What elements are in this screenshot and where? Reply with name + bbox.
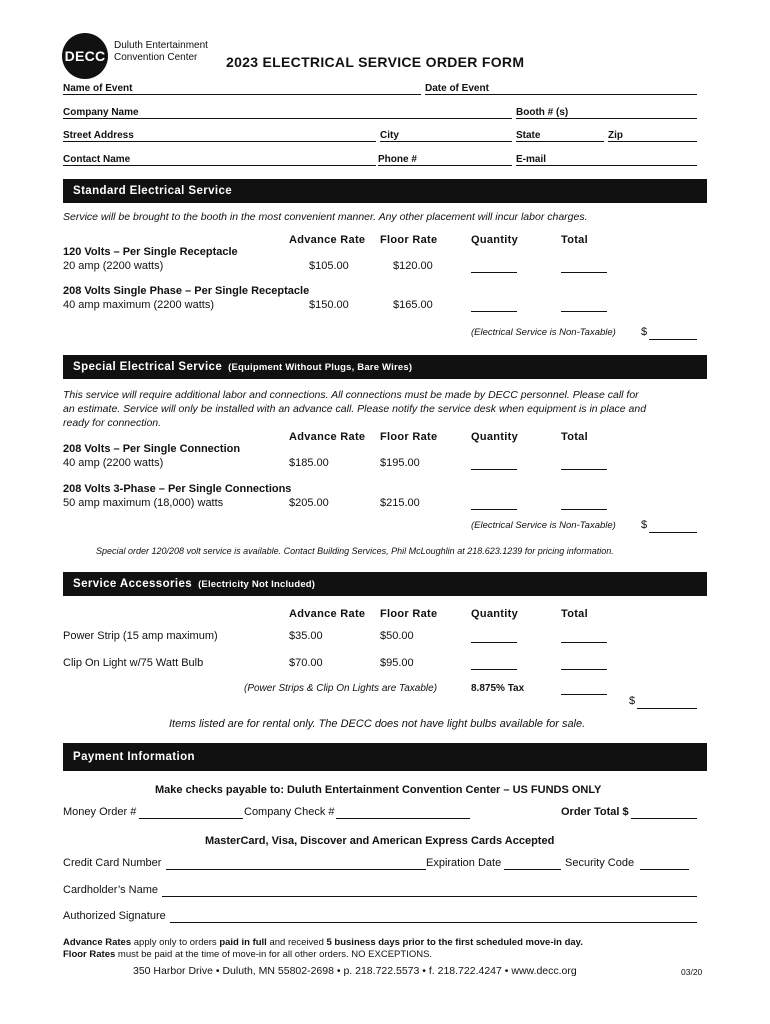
special-item-1-advance: $185.00: [289, 457, 329, 469]
cards-accepted-note: MasterCard, Visa, Discover and American Express Cards Accepted: [205, 835, 555, 847]
money-order-field[interactable]: [139, 818, 243, 819]
zip-field[interactable]: [608, 141, 697, 142]
standard-item-1-name: 120 Volts – Per Single Receptacle: [63, 246, 238, 258]
standard-item-1-advance: $105.00: [309, 260, 349, 272]
advance-rates-label: Advance Rates: [63, 937, 132, 948]
special-tax-note: (Electrical Service is Non-Taxable): [471, 520, 616, 531]
floor-rates-note: [63, 949, 432, 960]
accessories-col-total: Total: [561, 608, 588, 620]
accessories-subtotal-field[interactable]: [637, 708, 697, 709]
accessory-1-advance: $35.00: [289, 630, 323, 642]
special-col-advance-rate: Advance Rate: [289, 431, 366, 443]
zip-label: Zip: [608, 130, 623, 141]
standard-dollar: $: [641, 326, 648, 338]
special-section-header: [63, 355, 707, 379]
standard-item-2-floor: $165.00: [393, 299, 433, 311]
order-total-field[interactable]: [631, 818, 697, 819]
special-col-quantity: Quantity: [471, 431, 519, 443]
cardholder-name-label: Cardholder’s Name: [63, 884, 158, 896]
standard-item-1-quantity[interactable]: [471, 272, 517, 273]
standard-note: Service will be brought to the booth in the most convenient manner. Any other placement will incur labor charges.: [63, 211, 588, 223]
date-of-event-label: Date of Event: [425, 83, 489, 94]
advance-rates-note: [63, 937, 583, 948]
special-heading-sub: (Equipment Without Plugs, Bare Wires): [228, 361, 413, 373]
security-code-field[interactable]: [640, 869, 689, 870]
special-subtotal-field[interactable]: [649, 532, 697, 533]
accessory-2-name: Clip On Light w/75 Watt Bulb: [63, 657, 204, 669]
logo-wordmark: [114, 40, 208, 64]
accessories-col-advance-rate: Advance Rate: [289, 608, 366, 620]
col-advance-rate: Advance Rate: [289, 234, 366, 246]
special-note-line-1: This service will require additional labor and connections. All connections must be made by DECC personnel. Please call for: [63, 389, 639, 401]
revision-code: 03/20: [681, 967, 703, 977]
special-item-1-floor: $195.00: [380, 457, 420, 469]
state-label: State: [516, 130, 541, 141]
payment-section-header: [63, 743, 707, 771]
accessory-2-floor: $95.00: [380, 657, 414, 669]
accessories-col-floor-rate: Floor Rate: [380, 608, 438, 620]
city-field[interactable]: [380, 141, 512, 142]
email-field[interactable]: [516, 165, 697, 166]
special-item-1-total[interactable]: [561, 469, 607, 470]
floor-rates-label: Floor Rates: [63, 949, 116, 960]
col-floor-rate: Floor Rate: [380, 234, 438, 246]
phone-field[interactable]: [378, 165, 512, 166]
expiration-date-field[interactable]: [504, 869, 561, 870]
booth-field[interactable]: [516, 118, 697, 119]
accessories-tax-field[interactable]: [561, 694, 607, 695]
phone-label: Phone #: [378, 154, 417, 165]
state-field[interactable]: [516, 141, 604, 142]
order-total-label: Order Total $: [561, 806, 629, 818]
special-heading: Special Electrical Service: [73, 361, 223, 373]
accessories-col-quantity: Quantity: [471, 608, 519, 620]
accessory-1-total[interactable]: [561, 642, 607, 643]
accessory-2-total[interactable]: [561, 669, 607, 670]
standard-section-header: [63, 179, 707, 203]
security-code-label: Security Code: [565, 857, 635, 869]
special-item-2-name: 208 Volts 3-Phase – Per Single Connections: [63, 483, 292, 495]
special-col-total: Total: [561, 431, 588, 443]
col-total: Total: [561, 234, 588, 246]
accessory-2-quantity[interactable]: [471, 669, 517, 670]
rental-note: Items listed are for rental only. The DECC does not have light bulbs available for sale.: [169, 718, 586, 730]
special-note-line-2: an estimate. Service will only be installed with an advance call. Please notify the service desk when equipment is in place and: [63, 403, 647, 415]
special-item-1-name: 208 Volts – Per Single Connection: [63, 443, 241, 455]
money-order-label: Money Order #: [63, 806, 137, 818]
credit-card-number-label: Credit Card Number: [63, 857, 162, 869]
email-label: E-mail: [516, 154, 547, 165]
contact-name-field[interactable]: [63, 165, 376, 166]
checks-payable-note: Make checks payable to: Duluth Entertainment Convention Center – US FUNDS ONLY: [155, 784, 602, 796]
name-of-event-label: Name of Event: [63, 83, 133, 94]
special-item-2-total[interactable]: [561, 509, 607, 510]
accessories-dollar: $: [629, 695, 636, 707]
standard-item-1-total[interactable]: [561, 272, 607, 273]
accessory-1-floor: $50.00: [380, 630, 414, 642]
standard-item-1-floor: $120.00: [393, 260, 433, 272]
accessories-heading-sub: (Electricity Not Included): [198, 578, 316, 590]
city-label: City: [380, 130, 399, 141]
company-check-label: Company Check #: [244, 806, 335, 818]
booth-label: Booth # (s): [516, 107, 569, 118]
special-item-2-detail: 50 amp maximum (18,000) watts: [63, 497, 224, 509]
credit-card-number-field[interactable]: [166, 869, 426, 870]
standard-subtotal-field[interactable]: [649, 339, 697, 340]
advance-rates-text-2: and received: [266, 937, 327, 948]
authorized-signature-label: Authorized Signature: [63, 910, 166, 922]
date-of-event-field[interactable]: [425, 94, 697, 95]
payment-heading: Payment Information: [73, 751, 195, 763]
col-quantity: Quantity: [471, 234, 519, 246]
standard-item-2-detail: 40 amp maximum (2200 watts): [63, 299, 214, 311]
special-item-2-advance: $205.00: [289, 497, 329, 509]
special-item-2-floor: $215.00: [380, 497, 420, 509]
special-note-line-3: ready for connection.: [63, 417, 162, 429]
special-dollar: $: [641, 519, 648, 531]
company-name-label: Company Name: [63, 107, 139, 118]
cardholder-name-field[interactable]: [162, 896, 697, 897]
accessory-2-advance: $70.00: [289, 657, 323, 669]
floor-rates-text: must be paid at the time of move-in for all other orders. NO EXCEPTIONS.: [115, 949, 433, 960]
standard-item-2-total[interactable]: [561, 311, 607, 312]
standard-heading: Standard Electrical Service: [73, 185, 233, 197]
footer-address: 350 Harbor Drive • Duluth, MN 55802-2698 • p. 218.722.5573 • f. 218.722.4247 • www.decc.org: [133, 965, 577, 977]
logo-line-2: Convention Center: [114, 52, 198, 63]
standard-item-2-name: 208 Volts Single Phase – Per Single Receptacle: [63, 285, 310, 297]
five-business-days: 5 business days prior to the first scheduled move-in day.: [326, 937, 583, 948]
standard-tax-note: (Electrical Service is Non-Taxable): [471, 327, 616, 338]
contact-name-label: Contact Name: [63, 154, 131, 165]
form-title: 2023 ELECTRICAL SERVICE ORDER FORM: [226, 54, 525, 70]
special-order-note: Special order 120/208 volt service is available. Contact Building Services, Phil McLoughlin at 218.623.1239 for pricing information.: [96, 546, 614, 556]
expiration-date-label: Expiration Date: [426, 857, 502, 869]
special-item-2-quantity[interactable]: [471, 509, 517, 510]
standard-item-2-advance: $150.00: [309, 299, 349, 311]
accessories-heading: Service Accessories: [73, 578, 193, 590]
authorized-signature-field[interactable]: [170, 922, 697, 923]
accessories-tax-rate: 8.875% Tax: [471, 683, 525, 694]
street-address-field[interactable]: [63, 141, 376, 142]
street-address-label: Street Address: [63, 130, 134, 141]
standard-item-1-detail: 20 amp (2200 watts): [63, 260, 164, 272]
logo-mark: DECC: [64, 48, 106, 64]
accessory-1-quantity[interactable]: [471, 642, 517, 643]
company-name-field[interactable]: [63, 118, 512, 119]
accessory-1-name: Power Strip (15 amp maximum): [63, 630, 218, 642]
special-item-1-quantity[interactable]: [471, 469, 517, 470]
accessories-section-header: [63, 572, 707, 596]
accessories-taxable-note: (Power Strips & Clip On Lights are Taxable): [244, 683, 438, 694]
advance-rates-text-1: apply only to orders: [131, 937, 220, 948]
paid-in-full: paid in full: [219, 937, 267, 948]
company-check-field[interactable]: [336, 818, 470, 819]
logo-line-1: Duluth Entertainment: [114, 40, 208, 51]
decc-logo: [62, 33, 108, 79]
standard-item-2-quantity[interactable]: [471, 311, 517, 312]
special-item-1-detail: 40 amp (2200 watts): [63, 457, 164, 469]
name-of-event-field[interactable]: [63, 94, 421, 95]
special-col-floor-rate: Floor Rate: [380, 431, 438, 443]
